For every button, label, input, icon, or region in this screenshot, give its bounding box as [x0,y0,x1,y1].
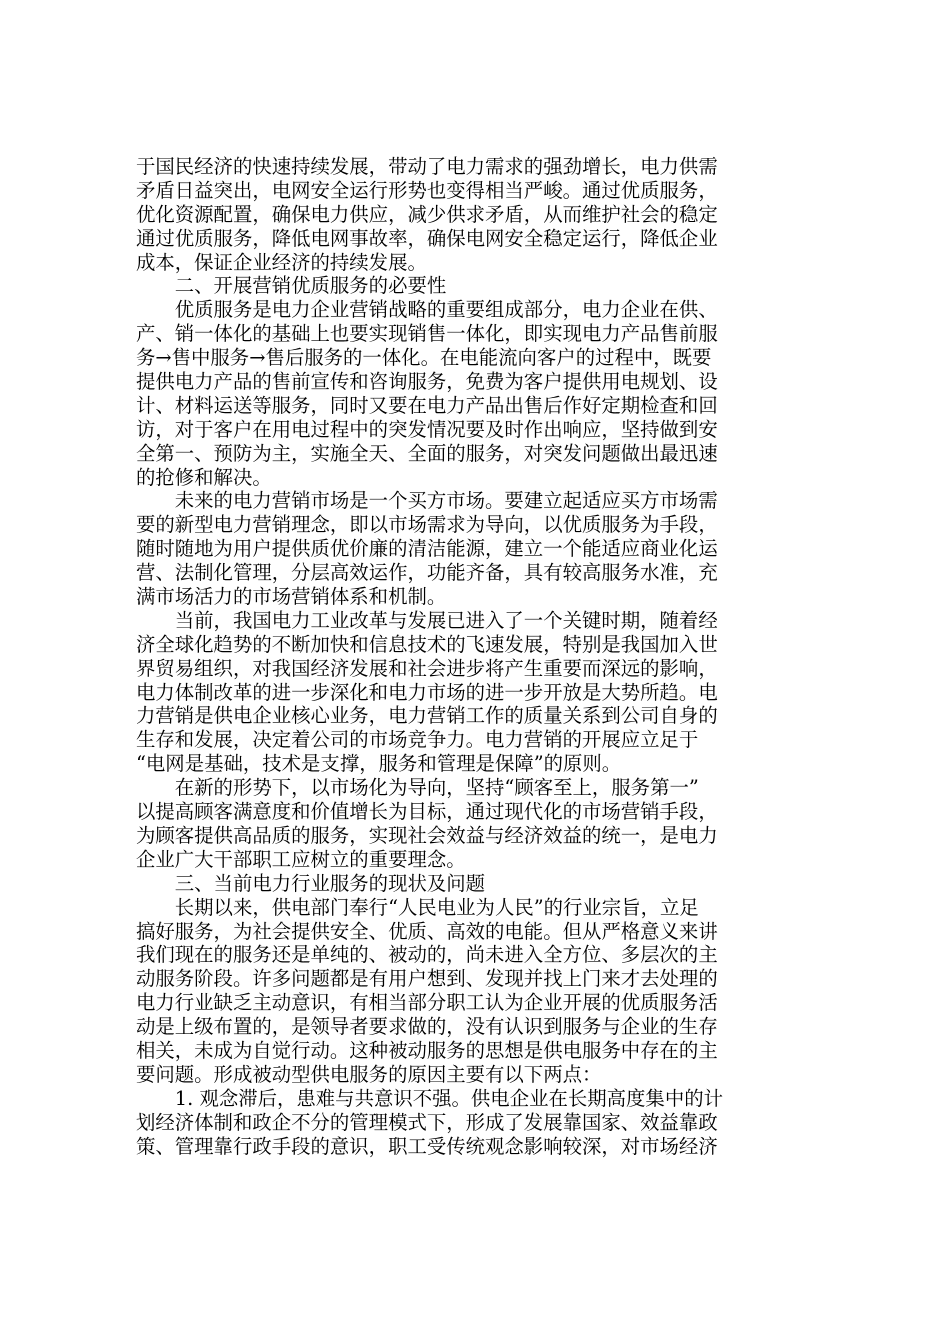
section-heading: 二、开展营销优质服务的必要性 [136,274,447,298]
text-line: 提供电力产品的售前宣传和咨询服务，免费为客户提供用电规划、设 [136,370,718,394]
text-line: 未来的电力营销市场是一个买方市场。要建立起适应买方市场需 [136,489,718,513]
text-line: 长期以来，供电部门奉行“人民电业为人民”的行业宗旨，立足 [136,895,699,919]
text-line: 搞好服务，为社会提供安全、优质、高效的电能。但从严格意义来讲 [136,919,718,943]
text-line: 优化资源配置，确保电力供应，减少供求矛盾，从而维护社会的稳定 [136,202,718,226]
text-line: 动服务阶段。许多问题都是有用户想到、发现并找上门来才去处理的 [136,967,718,991]
text-line: 优质服务是电力企业营销战略的重要组成部分，电力企业在供、 [136,298,718,322]
text-line: 计、材料运送等服务，同时又要在电力产品出售后作好定期检查和回 [136,393,718,417]
text-line: 电力体制改革的进一步深化和电力市场的进一步开放是大势所趋。电 [136,680,718,704]
text-line: 为顾客提供高品质的服务，实现社会效益与经济效益的统一，是电力 [136,823,718,847]
text-line: 界贸易组织，对我国经济发展和社会进步将产生重要而深远的影响， [136,656,718,680]
text-line: 我们现在的服务还是单纯的、被动的，尚未进入全方位、多层次的主 [136,943,718,967]
text-line: 产、销一体化的基础上也要实现销售一体化，即实现电力产品售前服 [136,322,718,346]
text-line: 满市场活力的市场营销体系和机制。 [136,585,447,609]
text-line: 力营销是供电企业核心业务，电力营销工作的质量关系到公司自身的 [136,704,718,728]
text-line: 济全球化趋势的不断加快和信息技术的飞速发展，特别是我国加入世 [136,632,718,656]
text-line: 要问题。形成被动型供电服务的原因主要有以下两点： [136,1062,602,1086]
document-body [136,155,816,1158]
text-line: 策、管理靠行政手段的意识，职工受传统观念影响较深，对市场经济 [136,1134,718,1158]
text-line: 营、法制化管理，分层高效运作，功能齐备，具有较高服务水准，充 [136,561,718,585]
text-line: “电网是基础，技术是支撑，服务和管理是保障”的原则。 [136,752,622,776]
text-line: 矛盾日益突出，电网安全运行形势也变得相当严峻。通过优质服务， [136,178,718,202]
text-line: 划经济体制和政企不分的管理模式下，形成了发展靠国家、效益靠政 [136,1110,718,1134]
text-line: 于国民经济的快速持续发展，带动了电力需求的强劲增长，电力供需 [136,155,718,178]
text-line: 在新的形势下，以市场化为导向，坚持“顾客至上，服务第一” [136,776,699,800]
text-line: 生存和发展，决定着公司的市场竞争力。电力营销的开展应立足于 [136,728,699,752]
text-line: 通过优质服务，降低电网事故率，确保电网安全稳定运行，降低企业 [136,226,718,250]
text-line: 当前，我国电力工业改革与发展已进入了一个关键时期，随着经 [136,608,718,632]
text-line: 的抢修和解决。 [136,465,272,489]
text-line: 相关，未成为自觉行动。这种被动服务的思想是供电服务中存在的主 [136,1038,718,1062]
text-line: 随时随地为用户提供质优价廉的清洁能源，建立一个能适应商业化运 [136,537,718,561]
section-heading: 三、当前电力行业服务的现状及问题 [136,871,486,895]
text-line: 访，对于客户在用电过程中的突发情况要及时作出响应，坚持做到安 [136,417,718,441]
text-line: 务→售中服务→售后服务的一体化。在电能流向客户的过程中，既要 [136,346,712,370]
text-line: 电力行业缺乏主动意识，有相当部分职工认为企业开展的优质服务活 [136,991,718,1015]
text-line: 动是上级布置的，是领导者要求做的，没有认识到服务与企业的生存 [136,1015,718,1039]
text-line: 以提高顾客满意度和价值增长为目标，通过现代化的市场营销手段， [136,800,718,824]
text-line: 企业广大干部职工应树立的重要理念。 [136,847,466,871]
text-line: 1. 观念滞后，患难与共意识不强。供电企业在长期高度集中的计 [136,1086,723,1110]
text-line: 全第一、预防为主，实施全天、全面的服务，对突发问题做出最迅速 [136,441,718,465]
text-line: 要的新型电力营销理念，即以市场需求为导向，以优质服务为手段， [136,513,718,537]
text-line: 成本，保证企业经济的持续发展。 [136,250,427,274]
